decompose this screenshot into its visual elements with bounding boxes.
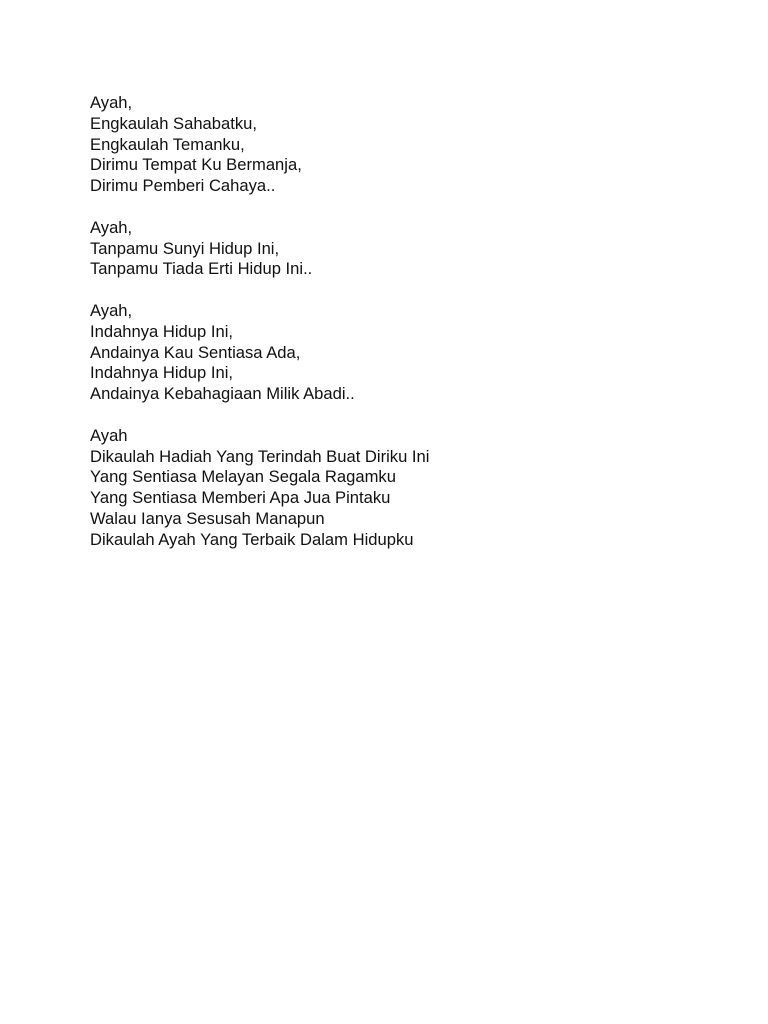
poem-line: Dikaulah Hadiah Yang Terindah Buat Diriku Ini xyxy=(90,446,430,466)
poem-line: Dirimu Tempat Ku Bermanja, xyxy=(90,155,302,175)
poem-line: Dikaulah Ayah Yang Terbaik Dalam Hidupku xyxy=(90,529,414,549)
poem-line: Yang Sentiasa Melayan Segala Ragamku xyxy=(90,467,396,487)
poem-line: Indahnya Hidup Ini, xyxy=(90,321,233,341)
poem-line: Engkaulah Sahabatku, xyxy=(90,113,257,133)
poem-line: Ayah xyxy=(90,425,128,445)
poem-line: Tanpamu Sunyi Hidup Ini, xyxy=(90,238,280,258)
poem-line: Andainya Kau Sentiasa Ada, xyxy=(90,342,301,362)
poem-line: Ayah, xyxy=(90,217,133,237)
poem-line: Indahnya Hidup Ini, xyxy=(90,363,233,383)
poem-line: Yang Sentiasa Memberi Apa Jua Pintaku xyxy=(90,488,391,508)
poem-text xyxy=(90,93,690,571)
stanza-2 xyxy=(90,218,690,280)
poem-line: Engkaulah Temanku, xyxy=(90,134,245,154)
poem-line: Ayah, xyxy=(90,300,133,320)
poem-line: Dirimu Pemberi Cahaya.. xyxy=(90,176,276,196)
poem-line: Tanpamu Tiada Erti Hidup Ini.. xyxy=(90,259,313,279)
poem-line: Andainya Kebahagiaan Milik Abadi.. xyxy=(90,384,355,404)
poem-line: Ayah, xyxy=(90,93,133,112)
stanza-3 xyxy=(90,301,690,405)
stanza-1 xyxy=(90,93,690,197)
poem-line: Walau Ianya Sesusah Manapun xyxy=(90,508,325,528)
stanza-4 xyxy=(90,426,690,551)
